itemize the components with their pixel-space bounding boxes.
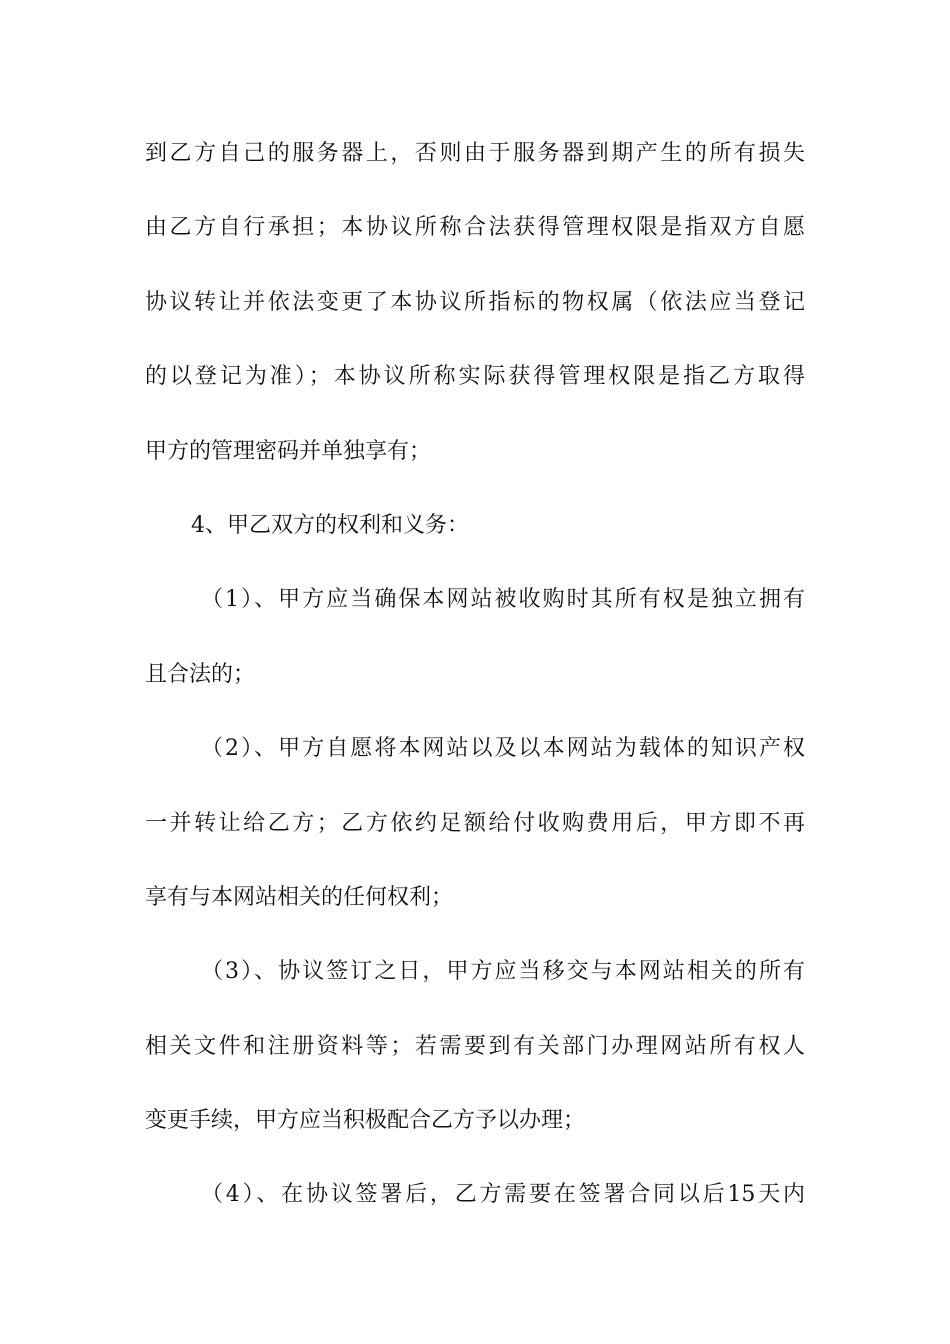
clause-line: （1）、甲方应当确保本网站被收购时其所有权是独立拥有 bbox=[201, 587, 805, 613]
paragraph-line: 协议转让并依法变更了本协议所指标的物权属（依法应当登记 bbox=[145, 289, 805, 315]
document-body bbox=[145, 128, 805, 1244]
paragraph-line: 甲方的管理密码并单独享有； bbox=[145, 438, 432, 464]
clause-line: 享有与本网站相关的任何权利； bbox=[145, 884, 454, 910]
clause-line: （4）、在协议签署后，乙方需要在签署合同以后15天内 bbox=[201, 1182, 805, 1208]
paragraph-line: 到乙方自己的服务器上，否则由于服务器到期产生的所有损失 bbox=[145, 141, 805, 166]
clause-line: （3）、协议签订之日，甲方应当移交与本网站相关的所有 bbox=[201, 959, 805, 985]
section-heading: 4、甲乙双方的权利和义务： bbox=[191, 512, 469, 538]
clause-line: 变更手续，甲方应当积极配合乙方予以办理； bbox=[145, 1108, 586, 1134]
clause-line: 且合法的； bbox=[145, 661, 256, 687]
paragraph-line: 由乙方自行承担；本协议所称合法获得管理权限是指双方自愿 bbox=[145, 215, 805, 241]
clause-line: 一并转让给乙方；乙方依约足额给付收购费用后，甲方即不再 bbox=[145, 810, 805, 836]
paragraph-line: 的以登记为准）；本协议所称实际获得管理权限是指乙方取得 bbox=[145, 364, 805, 390]
clause-line: （2）、甲方自愿将本网站以及以本网站为载体的知识产权 bbox=[201, 736, 805, 762]
clause-line: 相关文件和注册资料等；若需要到有关部门办理网站所有权人 bbox=[145, 1033, 805, 1059]
